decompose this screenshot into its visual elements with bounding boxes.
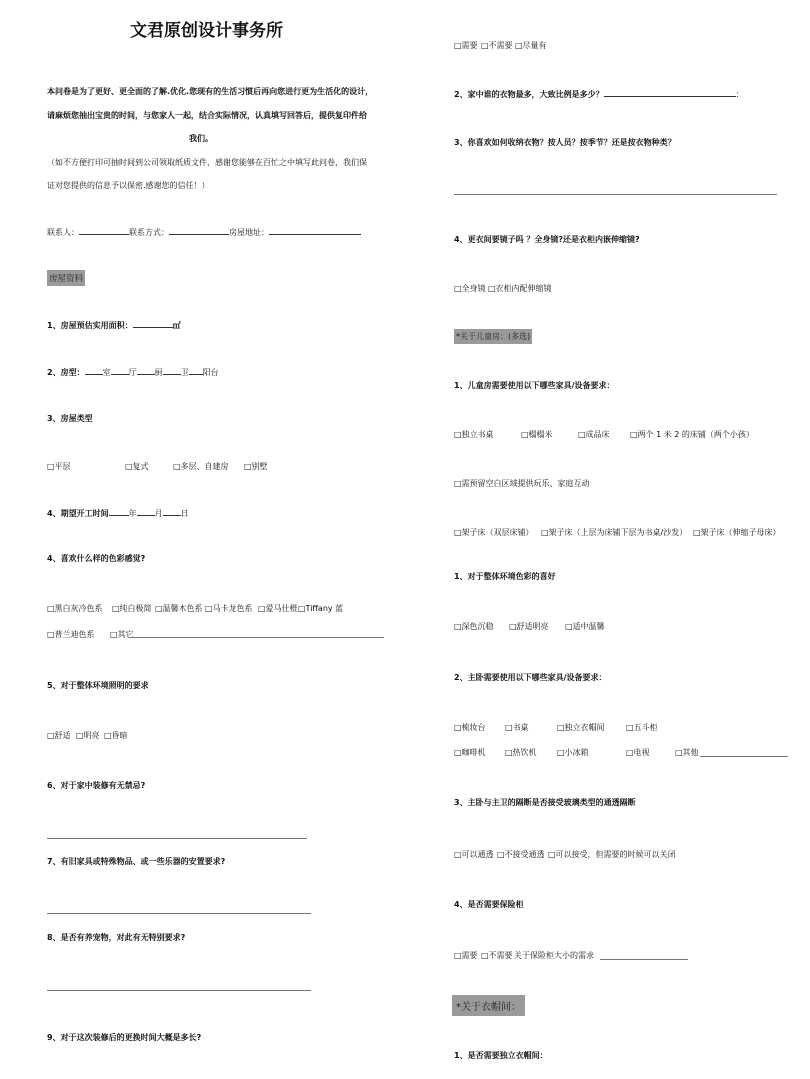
q1-area — [47, 320, 181, 331]
m2-option-hotdrink[interactable]: □热饮机 — [505, 748, 537, 757]
m2-option-coffee[interactable]: □咖啡机 — [454, 748, 486, 757]
contact-person-label: 联系人： — [47, 228, 79, 237]
m3-label: 3、主卧与主卫的隔断是否接受玻璃类型的通透隔断 — [454, 798, 636, 807]
q9-label: 9、对于这次装修后的更换时间大概是多长? — [47, 1033, 202, 1042]
q2-field-hall[interactable] — [111, 374, 129, 375]
r-q3-label: 3、你喜欢如何收纳衣物？按人员？按季节？还是按衣物种类？ — [454, 138, 676, 147]
q2-unit-kitchen: 厨 — [154, 368, 163, 377]
m2-label: 2、主卧需要使用以下哪些家具/设备要求： — [454, 673, 607, 682]
k2-label: 1、对于整体环境色彩的喜好 — [454, 572, 556, 581]
q4b-option-7[interactable]: □普兰迪色系 — [47, 630, 95, 639]
q3-option-villa[interactable]: □别墅 — [244, 462, 268, 471]
q8-answer-line[interactable] — [47, 990, 311, 991]
page-title: 文君原创设计事务所 — [130, 21, 283, 41]
k2-option-warm[interactable]: □适中温馨 — [565, 622, 605, 631]
r-q2-label: 2、家中谁的衣物最多，大致比例是多少？ — [454, 90, 604, 99]
k1-option-trundle[interactable]: □架子床（伸缩子母床） — [693, 528, 781, 537]
q4b-label: 4、喜欢什么样的色彩感觉? — [47, 554, 146, 563]
k1-option-bunk[interactable]: □架子床（双层床铺） — [454, 528, 534, 537]
q6-answer-line[interactable] — [47, 838, 307, 839]
section-closet: *关于衣帽间： — [452, 995, 525, 1016]
r-q4-label: 4、更衣间要镜子吗 ？全身镜?还是衣柜内嵌伸缩镜? — [454, 235, 640, 244]
q4a-unit-day: 日 — [180, 509, 189, 518]
m3-option-ok[interactable]: □可以通透 — [454, 850, 494, 859]
q5-label: 5、对于整体环境照明的要求 — [47, 681, 149, 690]
m2-option-tv[interactable]: □电视 — [626, 748, 650, 757]
q2-field-bath[interactable] — [163, 374, 181, 375]
m2-option-fridge[interactable]: □小冰箱 — [557, 748, 589, 757]
q4b-option-3[interactable]: □温馨木色系 — [155, 604, 203, 613]
q2-field-room[interactable] — [85, 374, 103, 375]
q2-unit-hall: 厅 — [128, 368, 137, 377]
r-q2 — [454, 89, 744, 100]
q4b-option-4[interactable]: □马卡龙色系 — [205, 604, 253, 613]
q7-answer-line[interactable] — [47, 913, 311, 914]
q4a-unit-month: 月 — [154, 509, 163, 518]
k1-option-desk[interactable]: □独立书桌 — [454, 430, 494, 439]
q7-label: 7、有旧家具或特殊物品、或一些乐器的安置要求? — [47, 857, 226, 866]
m4-size-label: 关于保险柜大小的需求 — [514, 951, 594, 960]
m2-option-desk[interactable]: □书桌 — [505, 723, 529, 732]
q1-label: 1、房屋预估实用面积： — [47, 321, 133, 330]
q5-option-bright[interactable]: □明亮 — [76, 731, 100, 740]
m4-option-no-need[interactable]: □不需要 — [481, 951, 513, 960]
q5-option-dim[interactable]: □昏暗 — [104, 731, 128, 740]
q4a-field-month[interactable] — [137, 515, 155, 516]
q3-option-duplex[interactable]: □复式 — [125, 462, 149, 471]
r-q4-option-fullmirror[interactable]: □全身镜 — [454, 284, 486, 293]
m2-option-vanity[interactable]: □梳妆台 — [454, 723, 486, 732]
q4b-option-1[interactable]: □黑白灰冷色系 — [47, 604, 103, 613]
q1-field[interactable] — [133, 327, 173, 328]
q4a-date — [47, 508, 189, 519]
q2-unit-bath: 卫 — [180, 368, 189, 377]
q2-unit-balcony: 阳台 — [202, 368, 219, 377]
k1-option-bed[interactable]: □成品床 — [578, 430, 610, 439]
q4b-option-5[interactable]: □爱马仕橙 — [258, 604, 298, 613]
r-option-try[interactable]: □尽量有 — [515, 41, 547, 50]
q4a-field-year[interactable] — [109, 515, 129, 516]
q4a-unit-year: 年 — [128, 509, 137, 518]
m4-option-need[interactable]: □需要 — [454, 951, 478, 960]
note-line-1: （如不方便打印可抽时间到公司领取纸质文件，感谢您能够在百忙之中填写此问卷，我们保 — [47, 158, 367, 167]
contact-method-field[interactable] — [169, 234, 229, 235]
k2-option-dark[interactable]: □深色沉稳 — [454, 622, 494, 631]
m2-option-other[interactable]: □其他 — [675, 748, 699, 757]
section-house-info: 房屋资料 — [47, 270, 85, 286]
q5-option-comfort[interactable]: □舒适 — [47, 731, 71, 740]
q4b-option-other[interactable]: □其它 — [110, 630, 134, 639]
q2-unit-room: 室 — [102, 368, 111, 377]
q2-field-balcony[interactable] — [189, 374, 203, 375]
q4b-option-2[interactable]: □纯白极简 — [112, 604, 152, 613]
contact-method-label: 联系方式： — [129, 228, 169, 237]
intro-line-1: 本问卷是为了更好、更全面的了解.优化.您现有的生活习惯后再向您进行更为生活化的设计， — [47, 87, 374, 96]
q8-label: 8、是否有养宠物，对此有无特别要求? — [47, 933, 186, 942]
q4b-other-line[interactable] — [132, 637, 384, 638]
q2-label: 2、房型： — [47, 368, 85, 377]
r-q2-end: ： — [735, 90, 744, 99]
contact-person-field[interactable] — [79, 234, 129, 235]
m3-option-closable[interactable]: □可以接受，但需要的时候可以关闭 — [548, 850, 676, 859]
m4-size-line[interactable] — [600, 959, 688, 960]
k1-label: 1、儿童房需要使用以下哪些家具/设备要求： — [454, 381, 615, 390]
intro-line-2: 请麻烦您抽出宝贵的时间，与您家人一起，结合实际情况，认真填写回答后，提供复印件给 — [47, 111, 367, 120]
r-q4-option-retractable[interactable]: □衣柜内配伸缩镜 — [488, 284, 552, 293]
q4b-option-6[interactable]: □Tiffany 蓝 — [298, 604, 344, 613]
contact-row — [47, 227, 361, 238]
m2-other-line[interactable] — [700, 756, 788, 757]
address-field[interactable] — [269, 234, 361, 235]
m3-option-no[interactable]: □不接受通透 — [497, 850, 545, 859]
q2-field-kitchen[interactable] — [137, 374, 155, 375]
r-q2-field[interactable] — [604, 96, 736, 97]
m2-option-drawers[interactable]: □五斗柜 — [626, 723, 658, 732]
q4a-label: 4、期望开工时间 — [47, 509, 109, 518]
q6-label: 6、对于家中装修有无禁忌? — [47, 781, 146, 790]
r-option-need[interactable]: □需要 — [454, 41, 478, 50]
note-line-2: 证对您提供的信息予以保密.感谢您的信任！） — [47, 181, 210, 190]
q2-layout — [47, 367, 219, 378]
section-kids-room: *关于儿童房：(多选) — [454, 329, 532, 344]
k1-option-loft[interactable]: □架子床（上层为床铺下层为书桌/沙发） — [541, 528, 688, 537]
intro-line-3: 我们。 — [189, 134, 213, 143]
k1-option-tatami[interactable]: □榻榻米 — [521, 430, 553, 439]
c1-label: 1、是否需要独立衣帽间： — [454, 1051, 548, 1060]
q3-option-flat[interactable]: □平层 — [47, 462, 71, 471]
k1-option-play-area[interactable]: □需预留空白区域提供玩乐、家庭互动 — [454, 479, 590, 488]
address-label: 房屋地址： — [229, 228, 269, 237]
q4a-field-day[interactable] — [163, 515, 181, 516]
q3-label: 3、房屋类型 — [47, 414, 93, 423]
k2-option-bright[interactable]: □舒适明亮 — [509, 622, 549, 631]
r-q3-answer-line[interactable] — [454, 194, 777, 195]
m2-option-closet[interactable]: □独立衣帽间 — [557, 723, 605, 732]
q3-option-multistory[interactable]: □多层、自建房 — [173, 462, 229, 471]
k1-option-two-beds[interactable]: □两个 1 米 2 的床铺（两个小孩） — [630, 430, 754, 439]
m4-label: 4、是否需要保险柜 — [454, 900, 524, 909]
q1-unit: ㎡ — [172, 321, 181, 330]
r-option-no-need[interactable]: □不需要 — [481, 41, 513, 50]
